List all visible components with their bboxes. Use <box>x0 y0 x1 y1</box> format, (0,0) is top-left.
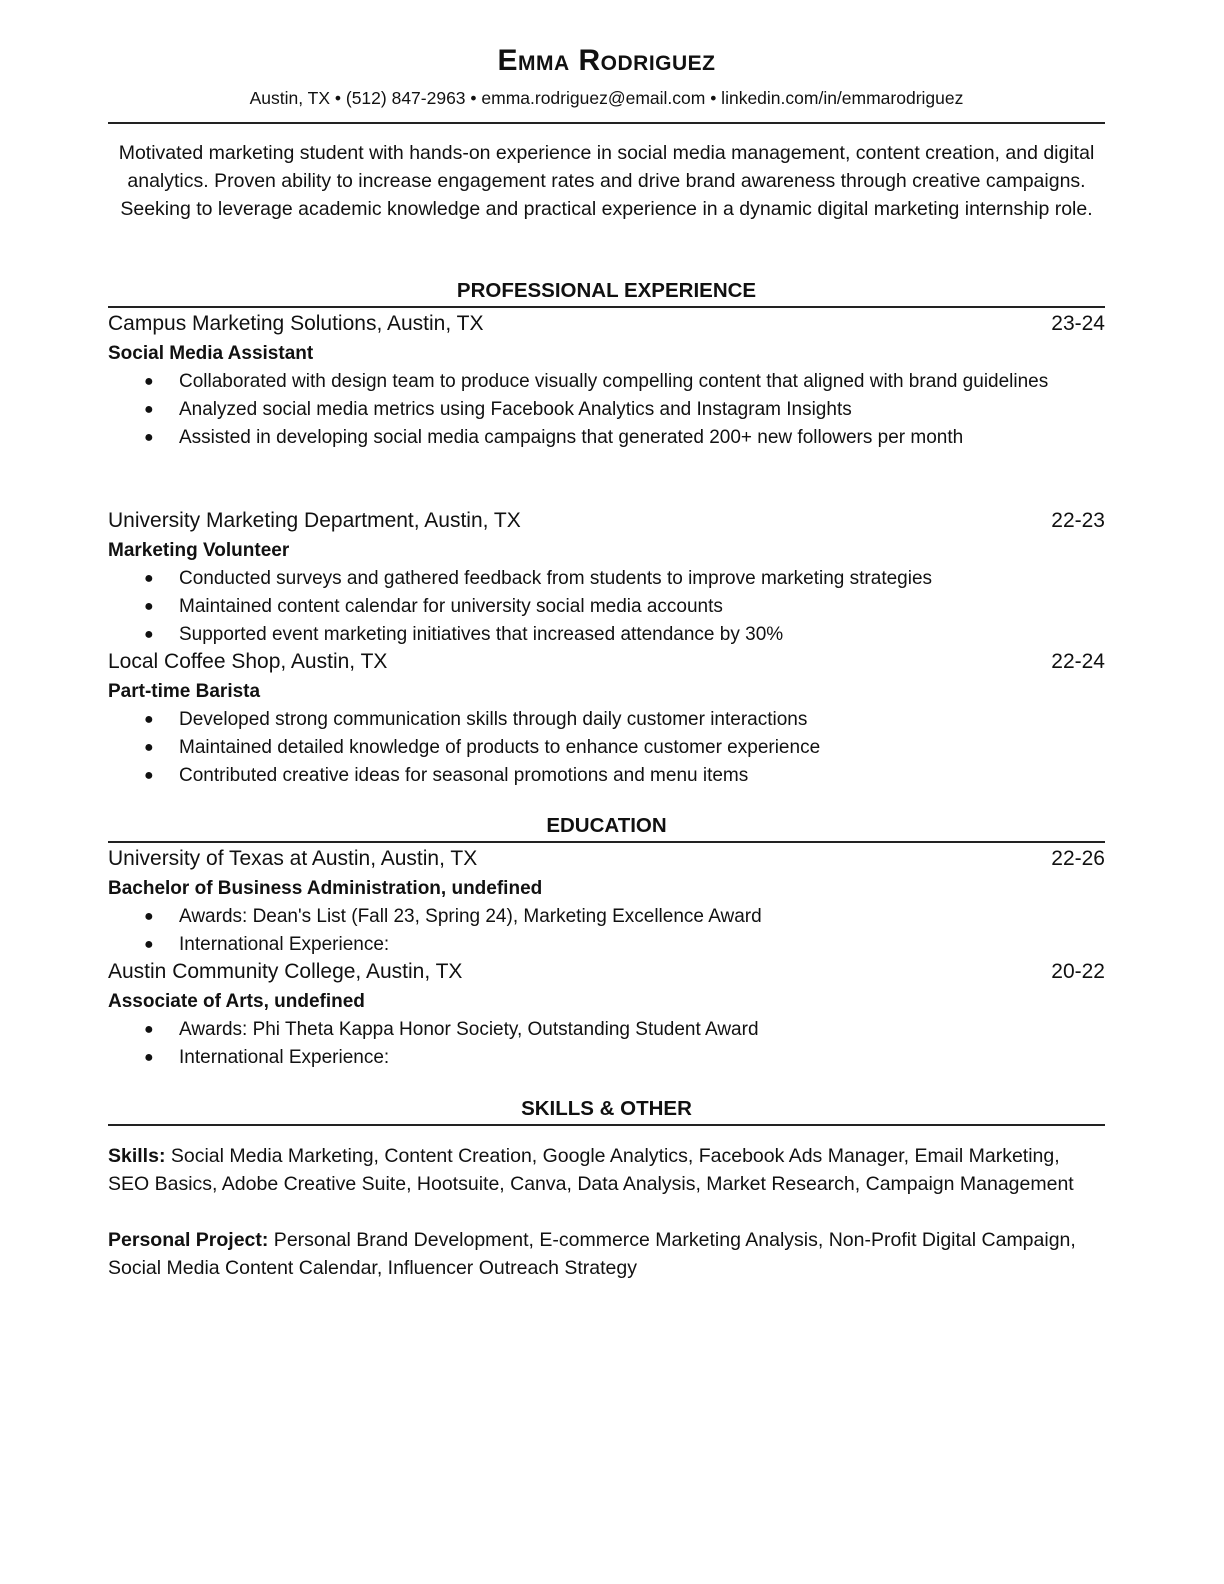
section-divider <box>108 306 1105 308</box>
bullet-list <box>108 1016 1105 1072</box>
project-label: Personal Project: <box>108 1229 269 1251</box>
experience-entry-header <box>108 509 1105 533</box>
bullet-icon: ● <box>144 767 154 784</box>
bullet-icon: ● <box>144 936 154 953</box>
institution: University of Texas at Austin, Austin, TX <box>108 847 478 870</box>
dates: 20-22 <box>1051 960 1105 983</box>
list-item: ● Awards: Dean's List (Fall 23, Spring 24), Marketing Excellence Award <box>108 903 1105 931</box>
bullet-icon: ● <box>144 429 154 446</box>
section-divider <box>108 841 1105 843</box>
experience-entry-header <box>108 650 1105 674</box>
section-title-skills: SKILLS & OTHER <box>521 1097 692 1120</box>
dates: 22-24 <box>1051 650 1105 673</box>
dates: 22-26 <box>1051 847 1105 870</box>
bullet-icon: ● <box>144 739 154 756</box>
bullet-icon: ● <box>144 570 154 587</box>
institution: Austin Community College, Austin, TX <box>108 960 463 983</box>
list-item: ● Collaborated with design team to produce visually compelling content that aligned with brand guidelines <box>108 368 1105 396</box>
list-item: ● International Experience: <box>108 1044 1105 1072</box>
bullet-icon: ● <box>144 711 154 728</box>
skills-label: Skills: <box>108 1145 166 1167</box>
skills-text: Social Media Marketing, Content Creation, Google Analytics, Facebook Ads Manager, Email Marketing, SEO Basics, Adobe Creative Suite, Hootsuite, Canva, Data Analysis, Market Research, Campaign Management <box>108 1145 1074 1195</box>
bullet-icon: ● <box>144 908 154 925</box>
experience-entry-header <box>108 312 1105 336</box>
organization: Local Coffee Shop, Austin, TX <box>108 650 388 673</box>
section-title-education: EDUCATION <box>546 814 667 837</box>
dates: 23-24 <box>1051 312 1105 335</box>
degree: Associate of Arts, undefined <box>108 991 365 1012</box>
bullet-icon: ● <box>144 373 154 390</box>
bullet-list <box>108 565 1105 649</box>
education-entry-header <box>108 960 1105 984</box>
degree: Bachelor of Business Administration, undefined <box>108 878 543 899</box>
bullet-icon: ● <box>144 1021 154 1038</box>
bullet-icon: ● <box>144 401 154 418</box>
list-item: ● International Experience: <box>108 931 1105 959</box>
list-item: ● Assisted in developing social media campaigns that generated 200+ new followers per month <box>108 424 1105 452</box>
summary: Motivated marketing student with hands-on experience in social media management, content creation, and digital analytics. Proven ability to increase engagement rates and drive brand awareness through creative campaigns. Seeking to leverage academic knowledge and practical experience in a dynamic digital marketing internship role. <box>118 142 1095 220</box>
list-item: ● Contributed creative ideas for seasonal promotions and menu items <box>108 762 1105 790</box>
candidate-name: Emma Rodriguez <box>497 44 716 77</box>
list-item: ● Maintained detailed knowledge of products to enhance customer experience <box>108 734 1105 762</box>
organization: Campus Marketing Solutions, Austin, TX <box>108 312 484 335</box>
dates: 22-23 <box>1051 509 1105 532</box>
job-title: Social Media Assistant <box>108 343 314 364</box>
personal-project-paragraph <box>108 1226 1105 1282</box>
list-item: ● Maintained content calendar for university social media accounts <box>108 593 1105 621</box>
bullet-list <box>108 706 1105 790</box>
contact-line: Austin, TX • (512) 847-2963 • emma.rodriguez@email.com • linkedin.com/in/emmarodriguez <box>249 88 964 108</box>
bullet-list <box>108 903 1105 959</box>
section-title-experience: PROFESSIONAL EXPERIENCE <box>456 279 757 302</box>
bullet-list <box>108 368 1105 452</box>
list-item: ● Developed strong communication skills through daily customer interactions <box>108 706 1105 734</box>
bullet-icon: ● <box>144 626 154 643</box>
bullet-icon: ● <box>144 1049 154 1066</box>
section-divider <box>108 1124 1105 1126</box>
list-item: ● Conducted surveys and gathered feedback from students to improve marketing strategies <box>108 565 1105 593</box>
job-title: Part-time Barista <box>108 681 261 702</box>
list-item: ● Analyzed social media metrics using Facebook Analytics and Instagram Insights <box>108 396 1105 424</box>
project-text: Personal Brand Development, E-commerce Marketing Analysis, Non-Profit Digital Campaign, Social Media Content Calendar, Influencer Outreach Strategy <box>108 1229 1076 1279</box>
organization: University Marketing Department, Austin, TX <box>108 509 521 532</box>
list-item: ● Awards: Phi Theta Kappa Honor Society, Outstanding Student Award <box>108 1016 1105 1044</box>
education-entry-header <box>108 847 1105 871</box>
list-item: ● Supported event marketing initiatives that increased attendance by 30% <box>108 621 1105 649</box>
job-title: Marketing Volunteer <box>108 540 290 561</box>
skills-paragraph <box>108 1142 1105 1198</box>
bullet-icon: ● <box>144 598 154 615</box>
header-divider <box>108 122 1105 124</box>
